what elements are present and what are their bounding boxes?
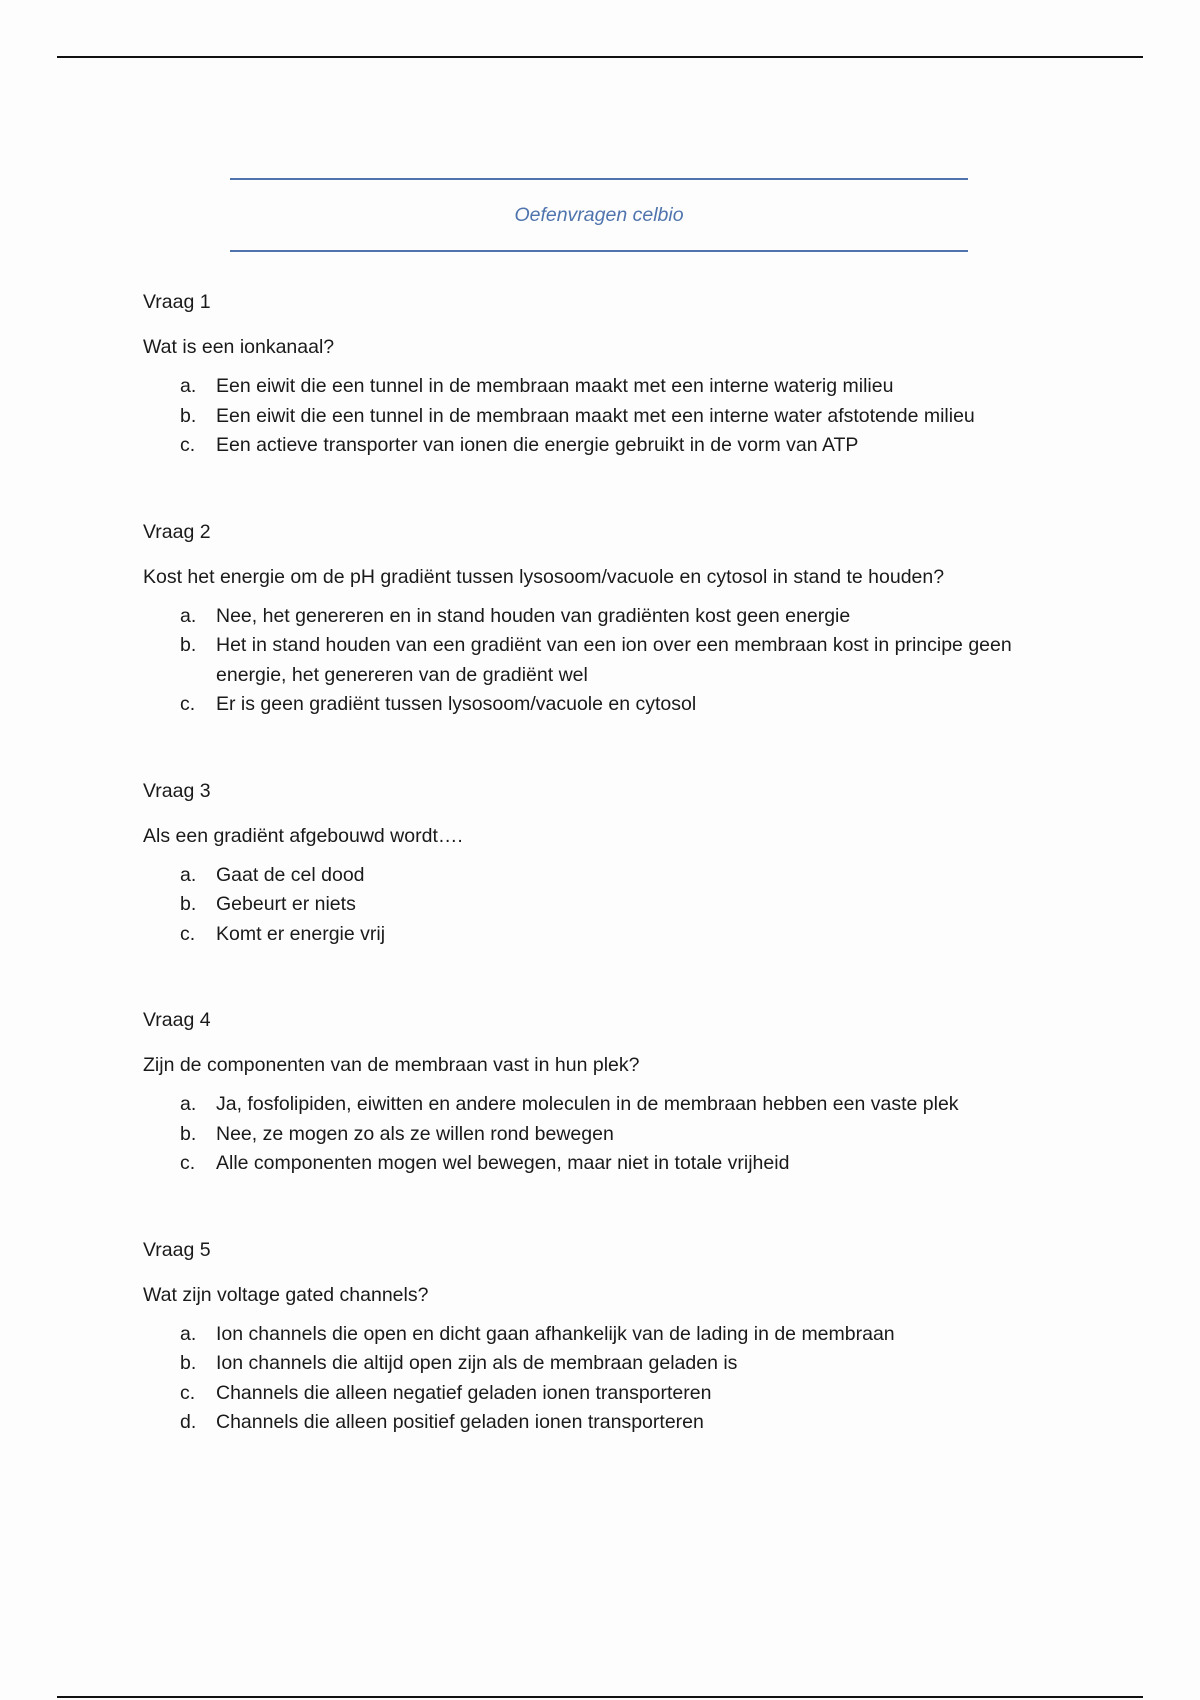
option-letter: b.: [180, 1352, 197, 1374]
option-text: Komt er energie vrij: [216, 922, 386, 945]
answer-option: [143, 372, 1063, 402]
answer-option: [143, 1149, 1063, 1179]
option-text: Channels die alleen positief geladen ionen transporteren: [216, 1411, 704, 1433]
option-text: Gaat de cel dood: [216, 863, 365, 886]
answer-options: [143, 602, 1063, 720]
answer-option: [143, 1090, 1063, 1120]
option-letter: c.: [180, 1381, 196, 1404]
option-letter: c.: [180, 922, 196, 945]
question-text: Zijn de componenten van de membraan vast in hun plek?: [143, 1054, 640, 1076]
option-letter: c.: [180, 1152, 196, 1174]
answer-option: [143, 631, 1063, 690]
answer-option: [143, 1120, 1063, 1150]
option-text: Nee, het genereren en in stand houden van gradiënten kost geen energie: [216, 604, 851, 627]
option-letter: c.: [180, 434, 196, 456]
question-label: Vraag 1: [143, 291, 211, 313]
questions-list: [143, 286, 1063, 1493]
option-letter: b.: [180, 634, 197, 656]
option-letter: a.: [180, 1322, 197, 1345]
answer-option: [143, 690, 1063, 720]
question-label: Vraag 3: [143, 779, 211, 802]
option-text: Er is geen gradiënt tussen lysosoom/vacuole en cytosol: [216, 693, 697, 715]
option-text: Een actieve transporter van ionen die energie gebruikt in de vorm van ATP: [216, 434, 859, 456]
option-text: Alle componenten mogen wel bewegen, maar niet in totale vrijheid: [216, 1152, 790, 1174]
answer-options: [143, 372, 1063, 461]
answer-option: [143, 861, 1063, 891]
answer-option: [143, 1349, 1063, 1379]
answer-option: [143, 602, 1063, 632]
option-text: Ion channels die open en dicht gaan afhankelijk van de lading in de membraan: [216, 1322, 895, 1345]
question-label: Vraag 5: [143, 1238, 211, 1261]
option-letter: a.: [180, 1093, 197, 1115]
question-5: [143, 1234, 1063, 1438]
option-letter: a.: [180, 863, 197, 886]
answer-option: [143, 1320, 1063, 1350]
page-bottom-rule: [57, 1696, 1143, 1698]
title-box: [230, 178, 968, 252]
answer-option: [143, 890, 1063, 920]
answer-option: [143, 1379, 1063, 1409]
option-letter: d.: [180, 1411, 197, 1433]
answer-option: [143, 920, 1063, 950]
option-letter: c.: [180, 693, 196, 715]
option-text: Ion channels die altijd open zijn als de membraan geladen is: [216, 1352, 738, 1374]
question-text: Kost het energie om de pH gradiënt tussen lysosoom/vacuole en cytosol in stand te houden?: [143, 565, 945, 588]
answer-option: [143, 402, 1063, 432]
answer-option: [143, 431, 1063, 461]
answer-option: [143, 1408, 1063, 1438]
option-letter: a.: [180, 375, 197, 397]
question-text: Wat is een ionkanaal?: [143, 336, 335, 358]
question-text: Als een gradiënt afgebouwd wordt….: [143, 824, 463, 847]
question-text: Wat zijn voltage gated channels?: [143, 1283, 429, 1306]
option-letter: b.: [180, 1122, 197, 1145]
option-text: Channels die alleen negatief geladen ionen transporteren: [216, 1381, 712, 1404]
option-letter: a.: [180, 604, 197, 627]
page-top-rule: [57, 56, 1143, 58]
option-text: Ja, fosfolipiden, eiwitten en andere moleculen in de membraan hebben een vaste plek: [216, 1093, 959, 1115]
option-text: Nee, ze mogen zo als ze willen rond bewegen: [216, 1122, 614, 1145]
option-text: Een eiwit die een tunnel in de membraan maakt met een interne water afstotende milieu: [216, 404, 975, 427]
page-title: Oefenvragen celbio: [514, 203, 684, 226]
option-text: Gebeurt er niets: [216, 893, 356, 915]
question-label: Vraag 4: [143, 1009, 211, 1031]
option-letter: b.: [180, 404, 197, 427]
option-letter: b.: [180, 893, 197, 915]
question-3: [143, 775, 1063, 950]
question-2: [143, 516, 1063, 720]
answer-options: [143, 1090, 1063, 1179]
question-label: Vraag 2: [143, 520, 211, 543]
option-text: Het in stand houden van een gradiënt van een ion over een membraan kost in principe geen energie, het genereren van de gradiënt wel: [216, 634, 1012, 686]
answer-options: [143, 1320, 1063, 1438]
question-4: [143, 1004, 1063, 1179]
question-1: [143, 286, 1063, 461]
answer-options: [143, 861, 1063, 950]
option-text: Een eiwit die een tunnel in de membraan maakt met een interne waterig milieu: [216, 375, 894, 397]
